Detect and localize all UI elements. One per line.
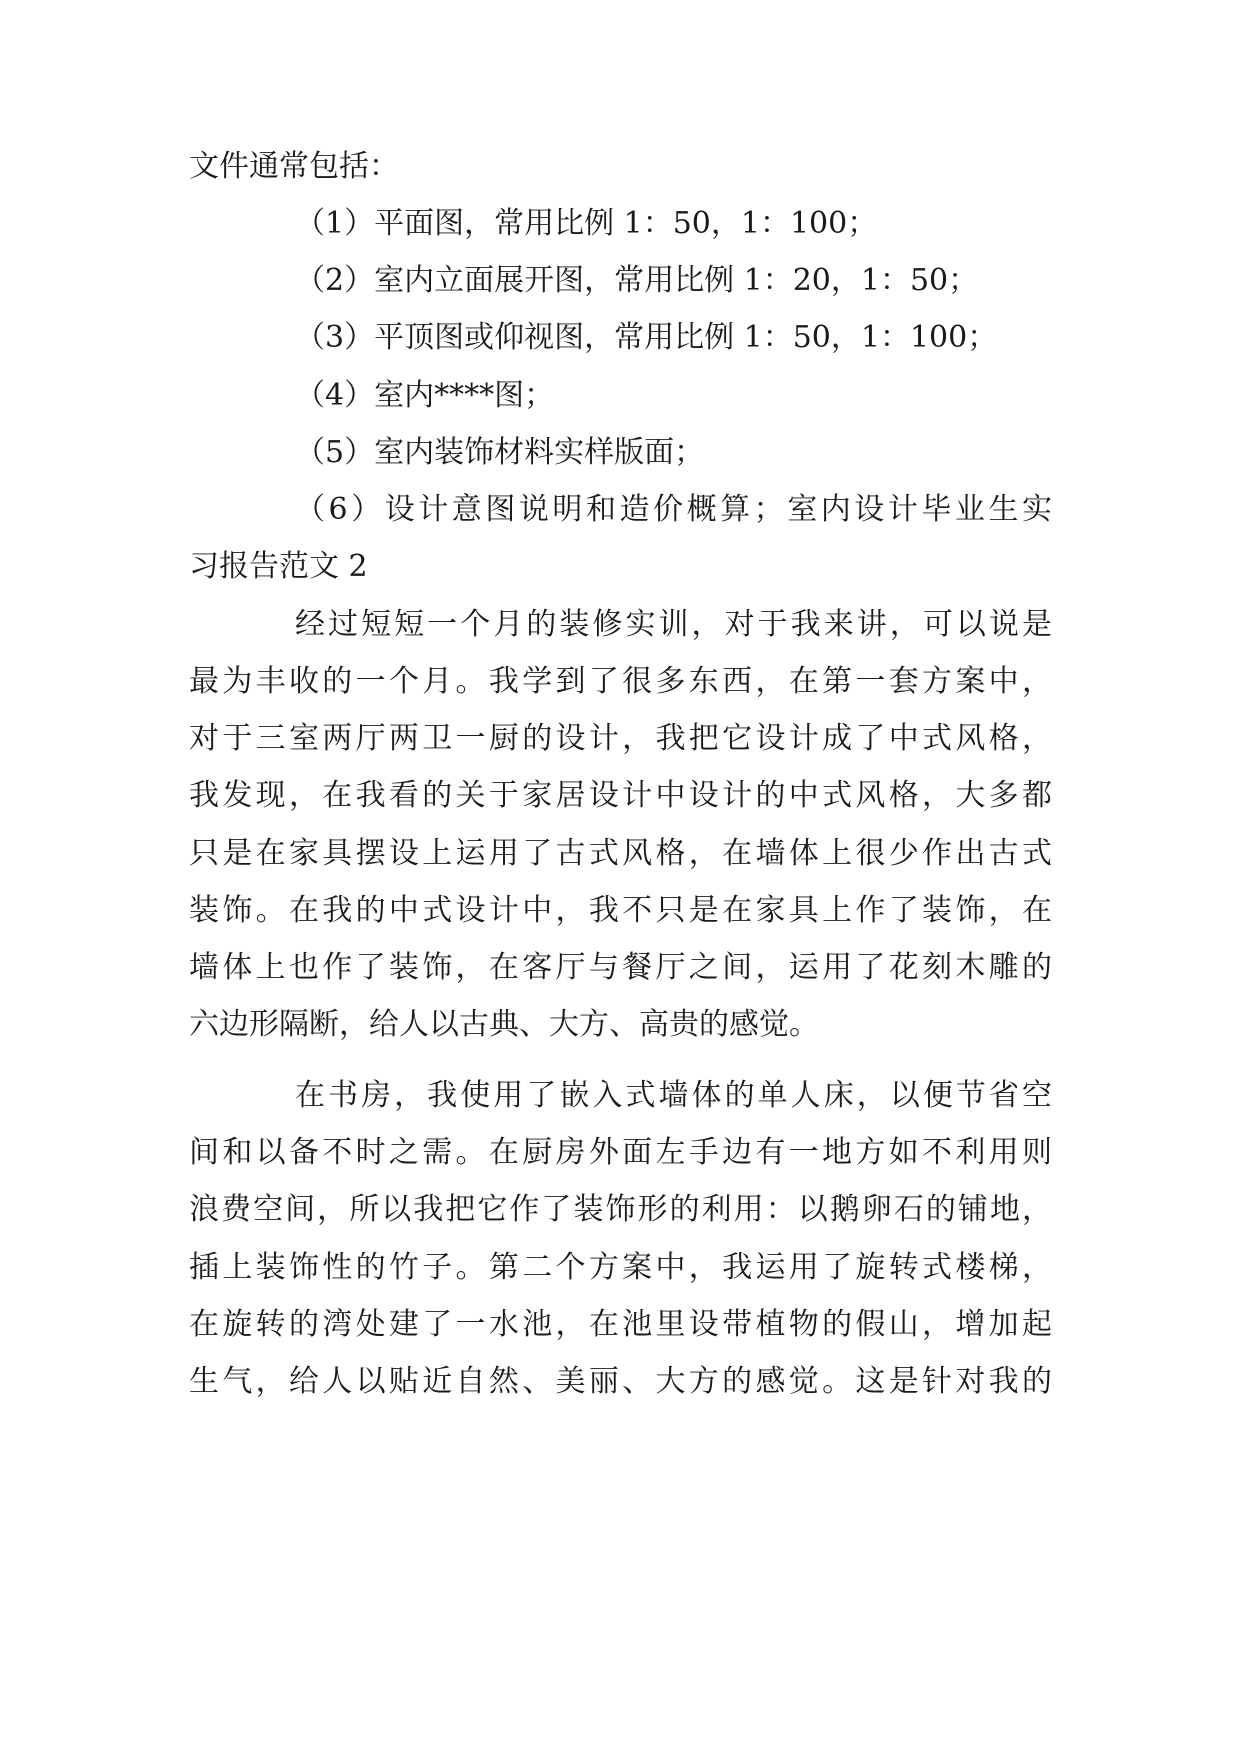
list-item: （5）室内装饰材料实样版面； xyxy=(295,435,705,470)
list-item: （3）平顶图或仰视图，常用比例 1：50，1：100； xyxy=(295,320,998,355)
text-line: 生气，给人以贴近自然、美丽、大方的感觉。这是针对我的 xyxy=(189,1364,1052,1399)
text-line: 只是在家具摆设上运用了古式风格，在墙体上很少作出古式 xyxy=(189,836,1052,871)
paragraph-first-line: 在书房，我使用了嵌入式墙体的单人床，以便节省空 xyxy=(295,1078,1052,1113)
text-line: 在旋转的湾处建了一水池，在池里设带植物的假山，增加起 xyxy=(189,1307,1052,1342)
text-line: 插上装饰性的竹子。第二个方案中，我运用了旋转式楼梯， xyxy=(189,1250,1052,1285)
paragraph-first-line: 经过短短一个月的装修实训，对于我来讲，可以说是 xyxy=(295,607,1052,642)
text-line: 文件通常包括： xyxy=(189,149,399,184)
text-line: 墙体上也作了装饰，在客厅与餐厅之间，运用了花刻木雕的 xyxy=(189,950,1052,985)
text-line: 习报告范文 2 xyxy=(189,549,368,584)
text-line: 间和以备不时之需。在厨房外面左手边有一地方如不利用则 xyxy=(189,1135,1052,1170)
text-line: 最为丰收的一个月。我学到了很多东西，在第一套方案中， xyxy=(189,664,1052,699)
text-line: 我发现，在我看的关于家居设计中设计的中式风格，大多都 xyxy=(189,778,1052,813)
text-line: 对于三室两厅两卫一厨的设计，我把它设计成了中式风格， xyxy=(189,721,1052,756)
text-line: 六边形隔断，给人以古典、大方、高贵的感觉。 xyxy=(189,1007,819,1042)
list-item: （6）设计意图说明和造价概算；室内设计毕业生实 xyxy=(295,492,1052,527)
list-item: （4）室内****图； xyxy=(295,378,555,413)
text-line: 装饰。在我的中式设计中，我不只是在家具上作了装饰，在 xyxy=(189,893,1052,928)
list-item: （2）室内立面展开图，常用比例 1：20，1：50； xyxy=(295,263,979,298)
text-line: 浪费空间，所以我把它作了装饰形的利用：以鹅卵石的铺地， xyxy=(189,1192,1052,1227)
list-item: （1）平面图，常用比例 1：50，1：100； xyxy=(295,206,878,241)
